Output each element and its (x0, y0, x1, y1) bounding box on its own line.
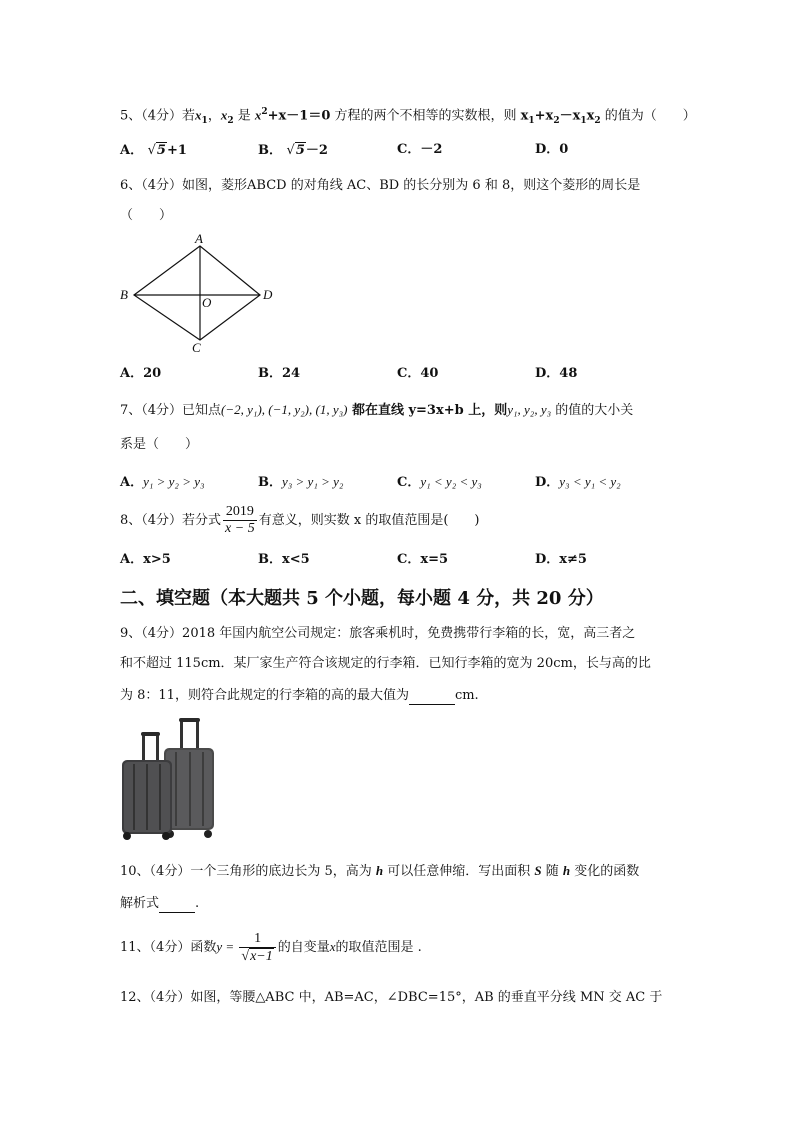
q7-option-d: D．y₃ < y₁ < y₂ (535, 474, 621, 490)
q7-option-c: C．y₁ < y₂ < y₃ (397, 474, 482, 490)
q7-option-b: B．y₃ > y₁ > y₂ (258, 474, 344, 490)
q6-option-c: C．40 (397, 366, 439, 381)
q6-option-a: A．20 (120, 366, 162, 381)
q5-option-a: A． √5+1 (120, 143, 187, 158)
label-d: D (263, 287, 273, 302)
question-12: 12、（4分）如图，等腰△ABC 中，AB=AC，∠DBC=15°，AB 的垂直平分线 MN 交 AC 于 (120, 990, 663, 1005)
question-10-line2: 解析式 . (120, 896, 200, 911)
question-8: 8、（4分）若分式 $\frac{2019}{x - 5}$ 有意义，则实数 x 的取值范围是( ) (120, 504, 480, 536)
luggage-image (118, 716, 218, 840)
label-c: C (192, 340, 201, 355)
q5-option-c: C．－2 (397, 142, 443, 157)
question-9-line3: 为 8：11，则符合此规定的行李箱的高的最大值为 cm. (120, 688, 479, 703)
label-o: O (202, 295, 212, 310)
rhombus-shape (134, 246, 260, 340)
question-6-paren: （ ） (120, 208, 173, 223)
q8-option-c: C．x=5 (397, 552, 449, 567)
q8-option-a: A．x>5 (120, 552, 171, 567)
question-5: 5、（4分）若$x_1$，$x_2$ 是 $x^2+x-1=0$ 方程的两个不相等的实数根，则 $x_1+x_2-x_1x_2$ 的值为（ ） (120, 107, 696, 126)
question-7-line2: 系是（ ） (120, 437, 199, 452)
question-9-line2: 和不超过 115cm．某厂家生产符合该规定的行李箱．已知行李箱的宽为 20cm，长与高的比 (120, 656, 651, 671)
rhombus-figure (112, 228, 284, 356)
question-11: 11、（4分）函数y = $\frac{1}{√x-1}$ 的自变量x的取值范围是 . (120, 930, 422, 964)
question-7-line1: 7、（4分）已知点(−2, y₁), (−1, y₂), (1, y₃) 都在直线 y=3x+b 上，则y₁, y₂, y₃ 的值的大小关 (120, 402, 634, 418)
q8-option-d: D．x≠5 (535, 552, 587, 567)
q8-fraction: $\frac{2019}{x - 5}$ (225, 504, 255, 536)
question-10-line1: 10、（4分）一个三角形的底边长为 5，高为 h 可以任意伸缩．写出面积 S 随 h 变化的函数 (120, 863, 640, 879)
q9-answer-blank[interactable] (409, 688, 455, 705)
label-b: B (120, 287, 128, 302)
question-6-text: 6、（4分）如图，菱形ABCD 的对角线 AC、BD 的长分别为 6 和 8，则这个菱形的周长是 (120, 178, 641, 193)
q10-answer-blank[interactable] (159, 896, 195, 913)
question-9-line1: 9、（4分）2018 年国内航空公司规定：旅客乘机时，免费携带行李箱的长，宽，高三者之 (120, 626, 636, 641)
section-2-heading: 二、填空题（本大题共 5 个小题，每小题 4 分，共 20 分） (120, 588, 604, 609)
q11-fraction: $\frac{1}{√x-1}$ (239, 931, 275, 965)
label-a: A (195, 231, 203, 246)
q5-option-b: B． √5－2 (258, 143, 328, 158)
q7-option-a: A．y₁ > y₂ > y₃ (120, 474, 205, 490)
q6-option-b: B．24 (258, 366, 301, 381)
q6-option-d: D．48 (535, 366, 578, 381)
q8-option-b: B．x<5 (258, 552, 310, 567)
q5-option-d: D．0 (535, 142, 569, 157)
